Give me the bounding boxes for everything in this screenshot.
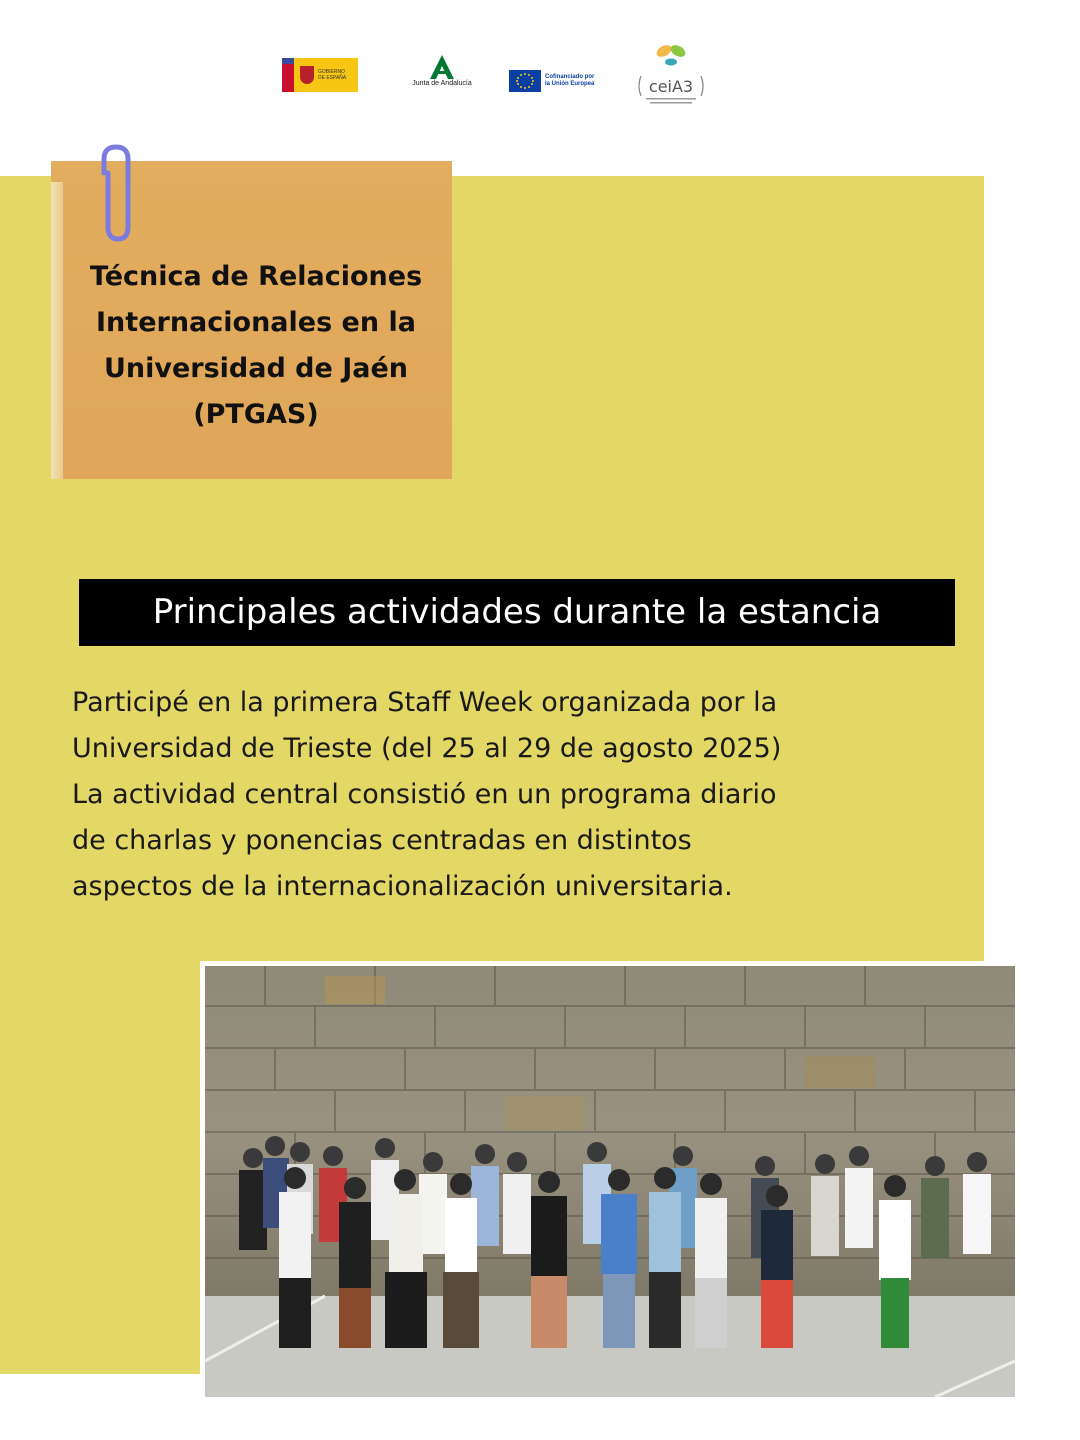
- eu-logo-text: [545, 74, 594, 88]
- spain-flag-icon: [282, 58, 294, 92]
- card-title: [68, 254, 444, 438]
- group-photo-illustration: [205, 966, 1015, 1397]
- eu-line-1: Cofinanciado por: [545, 74, 595, 80]
- coat-of-arms-icon: [300, 66, 314, 84]
- junta-logo-text: Junta de Andalucía: [412, 80, 472, 87]
- junta-mark-icon: [429, 54, 455, 80]
- ceia3-logo-text: ceiA3: [648, 77, 694, 96]
- body-paragraph: [72, 680, 952, 910]
- gobierno-espana-logo: [282, 58, 358, 92]
- junta-andalucia-logo: [410, 54, 474, 94]
- card-title-line: Universidad de Jaén: [103, 353, 409, 384]
- gobierno-line-2: DE ESPAÑA: [318, 75, 347, 81]
- section-heading: Principales actividades durante la estancia: [152, 592, 882, 632]
- card-title-line: Técnica de Relaciones: [89, 261, 423, 292]
- section-heading-bar: [79, 579, 955, 646]
- logo-strip: [272, 34, 718, 110]
- ceia3-logo: [634, 38, 708, 108]
- gobierno-line-1: GOBIERNO: [318, 69, 345, 75]
- gobierno-logo-text: [318, 69, 348, 81]
- body-line: La actividad central consistió en un programa diario: [72, 779, 777, 810]
- eu-line-2: la Unión Europea: [545, 81, 595, 87]
- body-line: aspectos de la internacionalización universitaria.: [72, 871, 733, 902]
- body-line: Participé en la primera Staff Week organizada por la: [72, 687, 778, 718]
- eu-flag-icon: [509, 70, 541, 92]
- body-line: Universidad de Trieste (del 25 al 29 de agosto 2025): [72, 733, 782, 764]
- body-line: de charlas y ponencias centradas en distintos: [72, 825, 692, 856]
- paperclip-icon: [92, 143, 138, 245]
- card-title-line: (PTGAS): [193, 399, 319, 430]
- card-title-line: Internacionales en la: [96, 307, 416, 338]
- title-card-edge: [51, 182, 63, 479]
- eu-cofinanced-logo: [509, 70, 609, 92]
- group-photo: [205, 966, 1015, 1397]
